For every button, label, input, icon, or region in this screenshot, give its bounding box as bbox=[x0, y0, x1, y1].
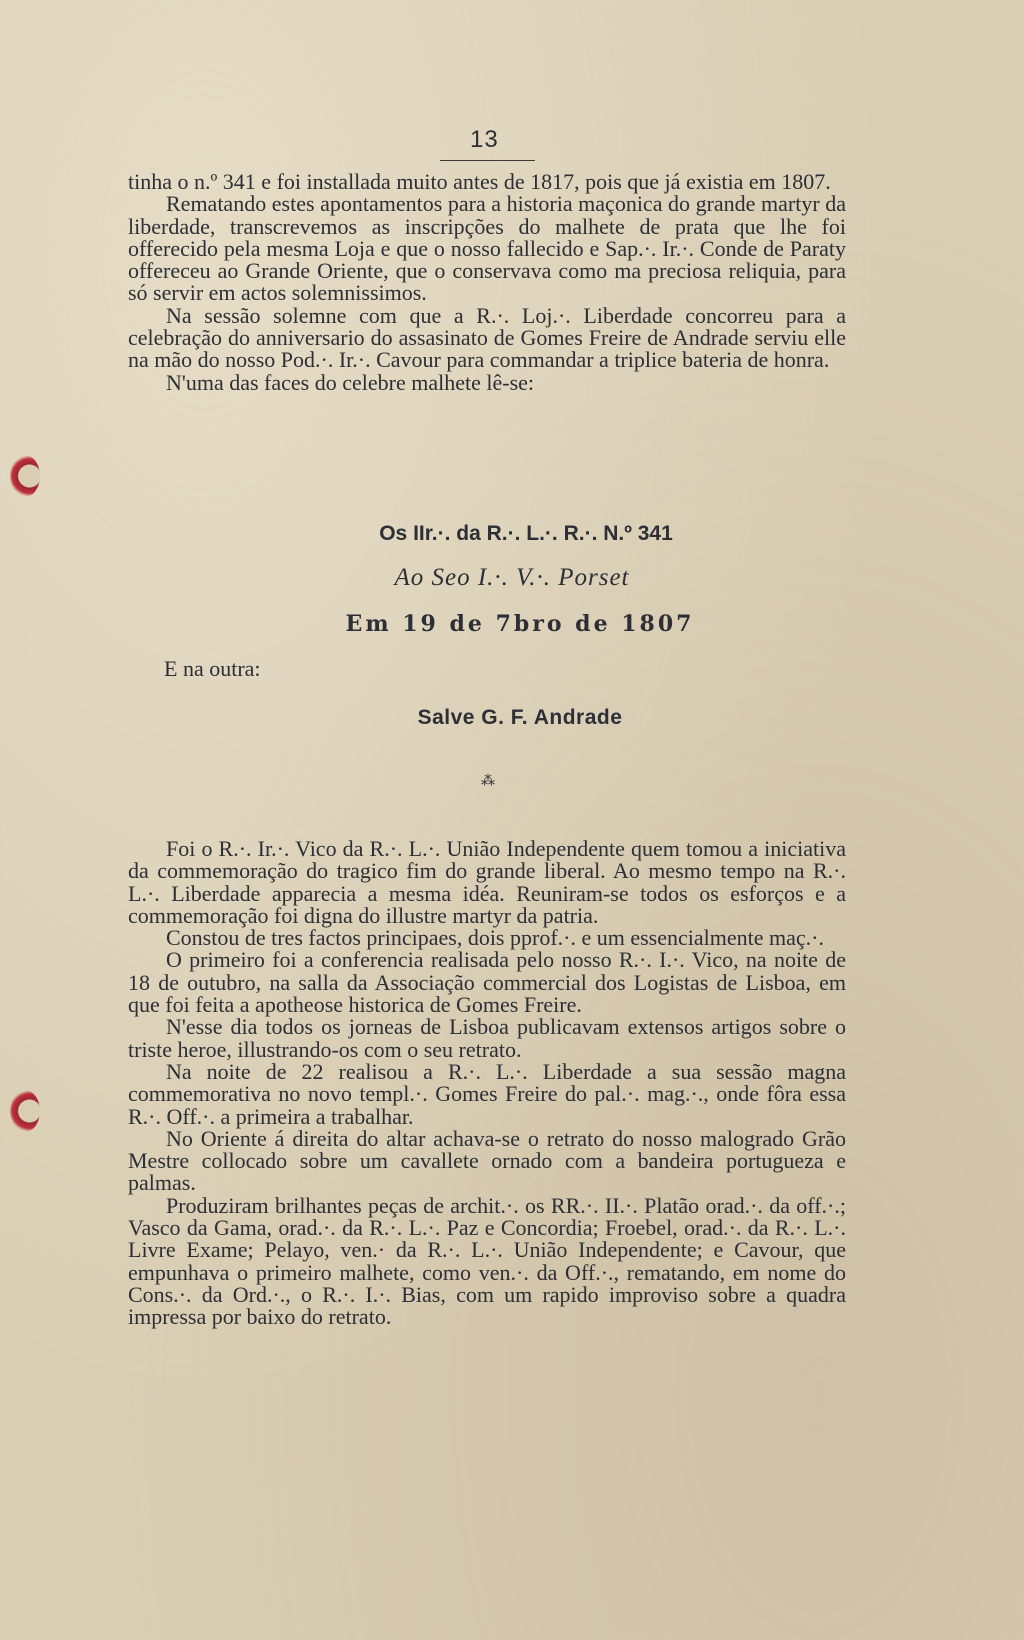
paragraph-sessao-magna: Na noite de 22 realisou a R.·. L.·. Liberdade a sua sessão magna commemorativa no novo templ.·. Gomes Freire do pal.·. mag.·., onde fôra essa R.·. Off.·. a primeira a trabalhar. bbox=[128, 1058, 846, 1129]
paragraph-conferencia: O primeiro foi a conferencia realisada pelo nosso R.·. I.·. Vico, na noite de 18 de outubro, na salla da Associação commercial dos Logistas de Lisboa, em que foi feita a apotheose historica de Gomes Freire. bbox=[128, 947, 846, 1018]
binding-hole-stain-bottom bbox=[10, 1090, 40, 1132]
paragraph-factos: Constou de tres factos principaes, dois pprof.·. e um essencialmente maç.·. bbox=[166, 925, 824, 951]
paragraph-continuation: tinha o n.º 341 e foi installada muito antes de 1817, pois que já existia em 1807. bbox=[128, 169, 831, 194]
upper-text-block bbox=[128, 171, 846, 394]
paragraph-oriente: No Oriente á direita do altar achava-se o retrato do nosso malogrado Grão Mestre collocado sobre um cavallete ornado com a bandeira portugueza e palmas. bbox=[128, 1125, 846, 1196]
paragraph-malhete-intro: Rematando estes apontamentos para a historia maçonica do grande martyr da liberdade, transcrevemos as inscripções do malhete de prata que lhe foi offerecido pela mesma Loja e que o nosso fallecido e Sap.·. Ir.·. Conde de Paraty offereceu ao Grande Oriente, que o conservava como ma preciosa reliquia, para só servir em actos solemnissimos. bbox=[128, 191, 846, 306]
other-side-label: E na outra: bbox=[164, 656, 261, 681]
inscription-line-3: Em 19 de 7bro de 1807 bbox=[345, 611, 695, 637]
paragraph-jorneas: N'esse dia todos os jorneas de Lisboa publicavam extensos artigos sobre o triste heroe, illustrando-os com o seu retrato. bbox=[128, 1014, 846, 1062]
lower-text-block bbox=[128, 838, 846, 1329]
page-number: 13 bbox=[470, 126, 499, 153]
paragraph-sessao-solemne: Na sessão solemne com que a R.·. Loj.·. Liberdade concorreu para a celebração do anniversario do assasinato de Gomes Freire de Andrade serviu elle na mão do nosso Pod.·. Ir.·. Cavour para commandar a triplice bateria de honra. bbox=[128, 302, 846, 373]
inscription-line-4: Salve G. F. Andrade bbox=[417, 706, 623, 729]
paragraph-pecas-archit: Produziram brilhantes peças de archit.·. os RR.·. II.·. Platão orad.·. da off.·.; Vasco da Gama, orad.·. da R.·. L.·. Paz e Concordia; Froebel, orad.·. da R.·. L.·. Livre Exame; Pelayo, ven.· da R.·. L.·. União Independente; e Cavour, que empunhava o primeiro malhete, como ven.·. da Off.·., rematando, em nome do Cons.·. da Ord.·., o R.·. I.·. Bias, com um rapido improviso sobre a quadra impressa por baixo do retrato. bbox=[128, 1192, 846, 1330]
inscription-line-1: Os IIr.·. da R.·. L.·. R.·. N.º 341 bbox=[379, 522, 673, 545]
paragraph-faces: N'uma das faces do celebre malhete lê-se: bbox=[166, 369, 535, 395]
asterism-separator: ⁂ bbox=[481, 774, 495, 789]
page-number-rule bbox=[440, 160, 535, 161]
paragraph-iniciativa: Foi o R.·. Ir.·. Vico da R.·. L.·. União Independente quem tomou a iniciativa da commemoração do tragico fim do grande liberal. Ao mesmo tempo na R.·. L.·. Liberdade apparecia a mesma idéa. Reuniram-se todos os esforços e a commemoração foi digna do illustre martyr da patria. bbox=[128, 836, 846, 928]
binding-hole-stain-top bbox=[10, 455, 40, 497]
inscription-line-2: Ao Seo I.·. V.·. Porset bbox=[394, 564, 630, 591]
